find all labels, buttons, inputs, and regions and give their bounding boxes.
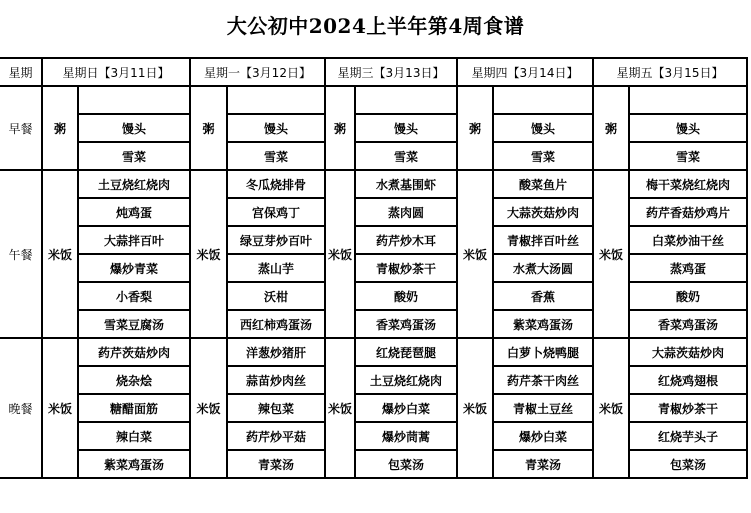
dish-cell: 香蕉 <box>493 282 593 310</box>
dish-cell: 馒头 <box>629 114 747 142</box>
meal-row <box>0 338 747 366</box>
dish-cell <box>493 86 593 114</box>
dish-cell: 雪菜 <box>629 142 747 170</box>
staple-food: 米饭 <box>325 338 355 478</box>
dish-cell: 红烧芋头子 <box>629 422 747 450</box>
staple-food: 粥 <box>42 86 78 170</box>
day-header: 星期三【3月13日】 <box>325 58 457 86</box>
dish-cell: 药芹香菇炒鸡片 <box>629 198 747 226</box>
dish-cell: 酸奶 <box>355 282 457 310</box>
meal-row <box>0 254 747 282</box>
menu-table <box>0 57 748 479</box>
staple-food: 米饭 <box>42 170 78 338</box>
dish-cell: 蒸肉圆 <box>355 198 457 226</box>
dish-cell: 红烧琵琶腿 <box>355 338 457 366</box>
dish-cell: 爆炒青菜 <box>78 254 190 282</box>
staple-food: 米饭 <box>593 338 629 478</box>
dish-cell: 药芹茨菇炒肉 <box>78 338 190 366</box>
staple-food: 粥 <box>190 86 227 170</box>
dish-cell: 酸菜鱼片 <box>493 170 593 198</box>
dish-cell: 红烧鸡翅根 <box>629 366 747 394</box>
dish-cell: 紫菜鸡蛋汤 <box>493 310 593 338</box>
page-title: 大公初中2024上半年第4周食谱 <box>226 14 525 38</box>
staple-food: 粥 <box>325 86 355 170</box>
meal-label: 晚餐 <box>0 338 42 478</box>
meal-row <box>0 366 747 394</box>
dish-cell: 雪菜 <box>78 142 190 170</box>
staple-food: 米饭 <box>457 170 493 338</box>
dish-cell: 馒头 <box>355 114 457 142</box>
dish-cell <box>629 86 747 114</box>
dish-cell: 馒头 <box>493 114 593 142</box>
dish-cell: 紫菜鸡蛋汤 <box>78 450 190 478</box>
dish-cell: 药芹茶干肉丝 <box>493 366 593 394</box>
meal-row <box>0 86 747 114</box>
dish-cell: 沃柑 <box>227 282 325 310</box>
meal-label: 午餐 <box>0 170 42 338</box>
dish-cell: 青菜汤 <box>493 450 593 478</box>
meal-row <box>0 114 747 142</box>
dish-cell: 西红柿鸡蛋汤 <box>227 310 325 338</box>
dish-cell: 蒸鸡蛋 <box>629 254 747 282</box>
dish-cell: 辣包菜 <box>227 394 325 422</box>
dish-cell: 酸奶 <box>629 282 747 310</box>
header-row <box>0 58 747 86</box>
dish-cell: 香菜鸡蛋汤 <box>355 310 457 338</box>
dish-cell: 白萝卜烧鸭腿 <box>493 338 593 366</box>
staple-food: 米饭 <box>593 170 629 338</box>
dish-cell: 水煮大汤圆 <box>493 254 593 282</box>
dish-cell: 绿豆芽炒百叶 <box>227 226 325 254</box>
dish-cell: 土豆烧红烧肉 <box>78 170 190 198</box>
dish-cell: 香菜鸡蛋汤 <box>629 310 747 338</box>
dish-cell: 青菜汤 <box>227 450 325 478</box>
staple-food: 粥 <box>593 86 629 170</box>
meal-row <box>0 142 747 170</box>
dish-cell: 炖鸡蛋 <box>78 198 190 226</box>
meal-row <box>0 310 747 338</box>
dish-cell: 梅干菜烧红烧肉 <box>629 170 747 198</box>
dish-cell: 爆炒白菜 <box>493 422 593 450</box>
dish-cell: 爆炒茼蒿 <box>355 422 457 450</box>
dish-cell: 雪菜 <box>227 142 325 170</box>
dish-cell: 雪菜 <box>493 142 593 170</box>
dish-cell: 水煮基围虾 <box>355 170 457 198</box>
staple-food: 米饭 <box>325 170 355 338</box>
dish-cell <box>227 86 325 114</box>
day-header: 星期一【3月12日】 <box>190 58 325 86</box>
meal-row <box>0 198 747 226</box>
dish-cell: 包菜汤 <box>629 450 747 478</box>
weekday-header-label: 星期 <box>0 58 42 86</box>
meal-row <box>0 282 747 310</box>
meal-row <box>0 422 747 450</box>
dish-cell: 馒头 <box>78 114 190 142</box>
day-header: 星期五【3月15日】 <box>593 58 747 86</box>
staple-food: 米饭 <box>457 338 493 478</box>
meal-row <box>0 170 747 198</box>
dish-cell: 辣白菜 <box>78 422 190 450</box>
dish-cell: 包菜汤 <box>355 450 457 478</box>
dish-cell: 青椒炒茶干 <box>355 254 457 282</box>
dish-cell: 糖醋面筋 <box>78 394 190 422</box>
day-header: 星期四【3月14日】 <box>457 58 593 86</box>
day-header: 星期日【3月11日】 <box>42 58 190 86</box>
dish-cell: 药芹炒平菇 <box>227 422 325 450</box>
meal-label: 早餐 <box>0 86 42 170</box>
dish-cell: 蒸山芋 <box>227 254 325 282</box>
staple-food: 米饭 <box>190 170 227 338</box>
dish-cell: 青椒拌百叶丝 <box>493 226 593 254</box>
dish-cell: 宫保鸡丁 <box>227 198 325 226</box>
dish-cell: 大蒜茨菇炒肉 <box>629 338 747 366</box>
dish-cell: 冬瓜烧排骨 <box>227 170 325 198</box>
dish-cell: 雪菜豆腐汤 <box>78 310 190 338</box>
dish-cell: 小香梨 <box>78 282 190 310</box>
dish-cell: 药芹炒木耳 <box>355 226 457 254</box>
dish-cell: 青椒土豆丝 <box>493 394 593 422</box>
meal-row <box>0 394 747 422</box>
dish-cell: 大蒜拌百叶 <box>78 226 190 254</box>
dish-cell: 馒头 <box>227 114 325 142</box>
dish-cell <box>355 86 457 114</box>
staple-food: 粥 <box>457 86 493 170</box>
meal-row <box>0 226 747 254</box>
dish-cell <box>78 86 190 114</box>
dish-cell: 蒜苗炒肉丝 <box>227 366 325 394</box>
dish-cell: 青椒炒茶干 <box>629 394 747 422</box>
staple-food: 米饭 <box>190 338 227 478</box>
dish-cell: 洋葱炒猪肝 <box>227 338 325 366</box>
dish-cell: 土豆烧红烧肉 <box>355 366 457 394</box>
staple-food: 米饭 <box>42 338 78 478</box>
meal-row <box>0 450 747 478</box>
dish-cell: 烧杂烩 <box>78 366 190 394</box>
dish-cell: 爆炒白菜 <box>355 394 457 422</box>
dish-cell: 大蒜茨菇炒肉 <box>493 198 593 226</box>
dish-cell: 白菜炒油干丝 <box>629 226 747 254</box>
dish-cell: 雪菜 <box>355 142 457 170</box>
